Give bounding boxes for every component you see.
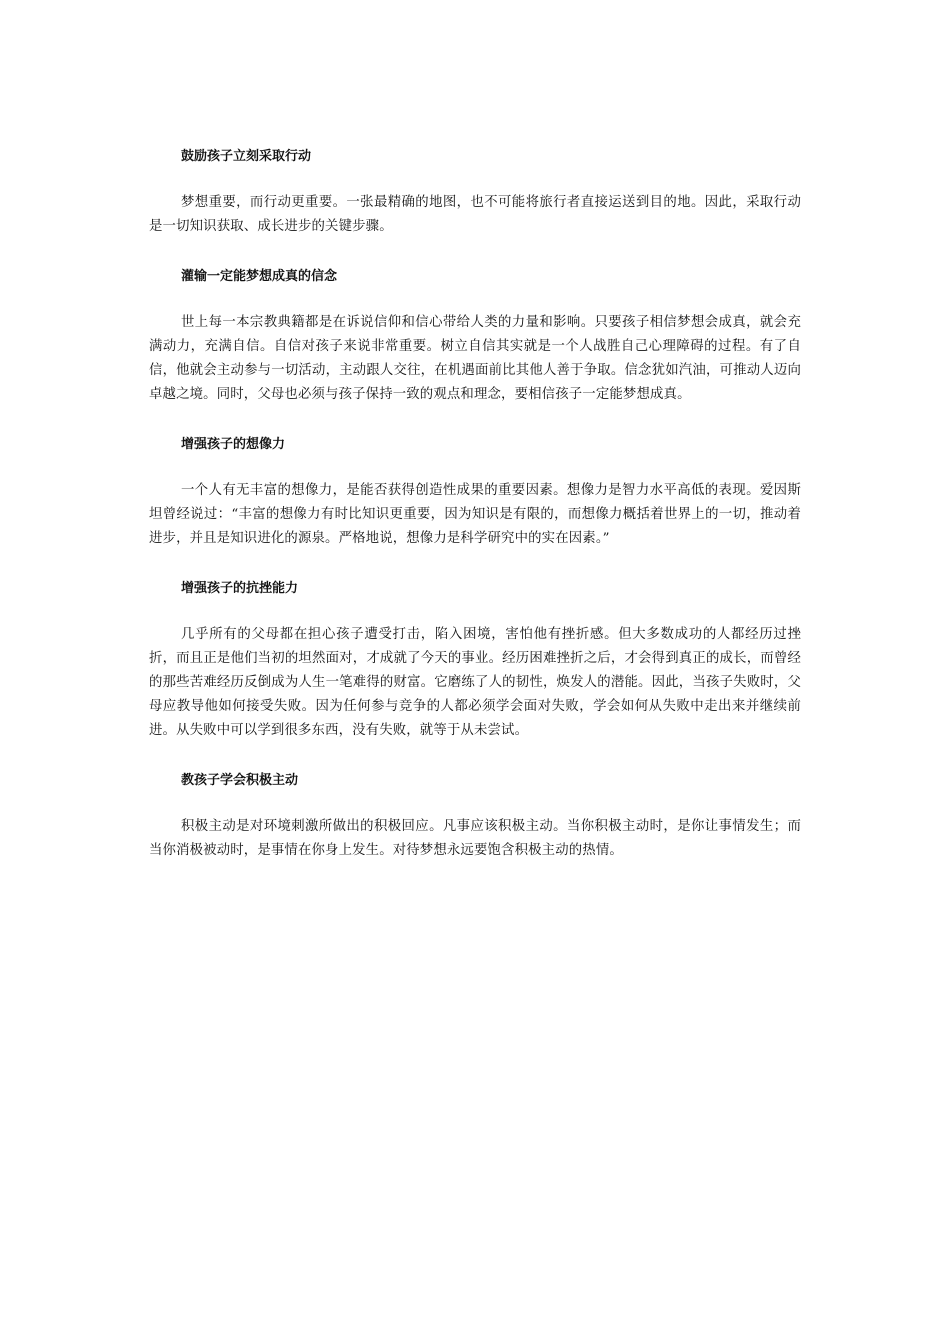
section-heading: 增强孩子的抗挫能力	[181, 581, 299, 596]
section-take-action	[149, 145, 801, 239]
section-heading: 灌输一定能梦想成真的信念	[181, 269, 338, 284]
section-paragraph: 几乎所有的父母都在担心孩子遭受打击，陷入困境，害怕他有挫折感。但大多数成功的人都经历过挫折，而且正是他们当初的坦然面对，才成就了今天的事业。经历困难挫折之后，才会得到真正的成长，而曾经的那些苦难经历反倒成为人生一笔难得的财富。它磨练了人的韧性，焕发人的潜能。因此，当孩子失败时，父母应教导他如何接受失败。因为任何参与竞争的人都必须学会面对失败，学会如何从失败中走出来并继续前进。从失败中可以学到很多东西，没有失败，就等于从未尝试。	[149, 627, 801, 738]
section-belief	[149, 265, 801, 407]
section-paragraph: 梦想重要，而行动更重要。一张最精确的地图，也不可能将旅行者直接运送到目的地。因此，采取行动是一切知识获取、成长进步的关键步骤。	[149, 195, 801, 234]
section-heading: 教孩子学会积极主动	[181, 773, 299, 788]
section-imagination	[149, 433, 801, 551]
section-heading: 鼓励孩子立刻采取行动	[181, 149, 312, 164]
section-paragraph: 积极主动是对环境刺激所做出的积极回应。凡事应该积极主动。当你积极主动时，是你让事情发生；而当你消极被动时，是事情在你身上发生。对待梦想永远要饱含积极主动的热情。	[149, 819, 801, 858]
section-paragraph: 世上每一本宗教典籍都是在诉说信仰和信心带给人类的力量和影响。只要孩子相信梦想会成真，就会充满动力，充满自信。自信对孩子来说非常重要。树立自信其实就是一个人战胜自己心理障碍的过程。有了自信，他就会主动参与一切活动，主动跟人交往，在机遇面前比其他人善于争取。信念犹如汽油，可推动人迈向卓越之境。同时，父母也必须与孩子保持一致的观点和理念，要相信孩子一定能梦想成真。	[149, 315, 801, 402]
document-content	[149, 145, 801, 889]
section-resilience	[149, 577, 801, 743]
section-proactive	[149, 769, 801, 863]
section-paragraph: 一个人有无丰富的想像力，是能否获得创造性成果的重要因素。想像力是智力水平高低的表现。爱因斯坦曾经说过：“丰富的想像力有时比知识更重要，因为知识是有限的，而想像力概括着世界上的一切，推动着进步，并且是知识进化的源泉。严格地说，想像力是科学研究中的实在因素。”	[149, 483, 801, 546]
section-heading: 增强孩子的想像力	[181, 437, 286, 452]
